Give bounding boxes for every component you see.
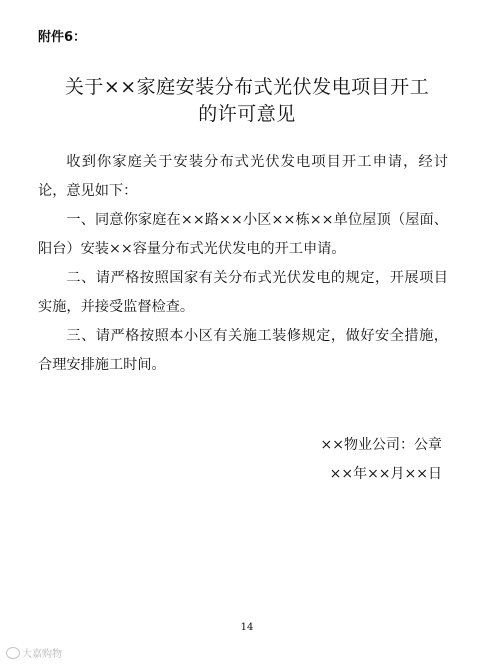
item-3-paragraph: 三、请严格按照本小区有关施工装修规定，做好安全措施，合理安排施工时间。 <box>38 328 448 373</box>
document-title-line-1: 关于××家庭安装分布式光伏发电项目开工 <box>64 76 430 98</box>
watermark <box>6 645 62 660</box>
greeting-paragraph: 收到你家庭关于安装分布式光伏发电项目开工申请，经讨论，意见如下： <box>38 154 448 199</box>
signature-org: ××物业公司：公章 <box>320 437 442 453</box>
attachment-label: 附件6： <box>38 30 87 45</box>
signature-date: ××年××月××日 <box>329 466 442 482</box>
document-title-line-2: 的许可意见 <box>198 103 296 125</box>
watermark-logo-icon <box>6 647 20 659</box>
item-2-paragraph: 二、请严格按照国家有关分布式光伏发电的规定，开展项目实施，并接受监督检查。 <box>38 270 448 315</box>
page-number: 14 <box>240 622 254 633</box>
item-1-paragraph: 一、同意你家庭在××路××小区××栋××单位屋顶（屋面、阳台）安装××容量分布式光伏发电的开工申请。 <box>38 212 448 257</box>
watermark-text: 大嘉购物 <box>22 649 62 660</box>
